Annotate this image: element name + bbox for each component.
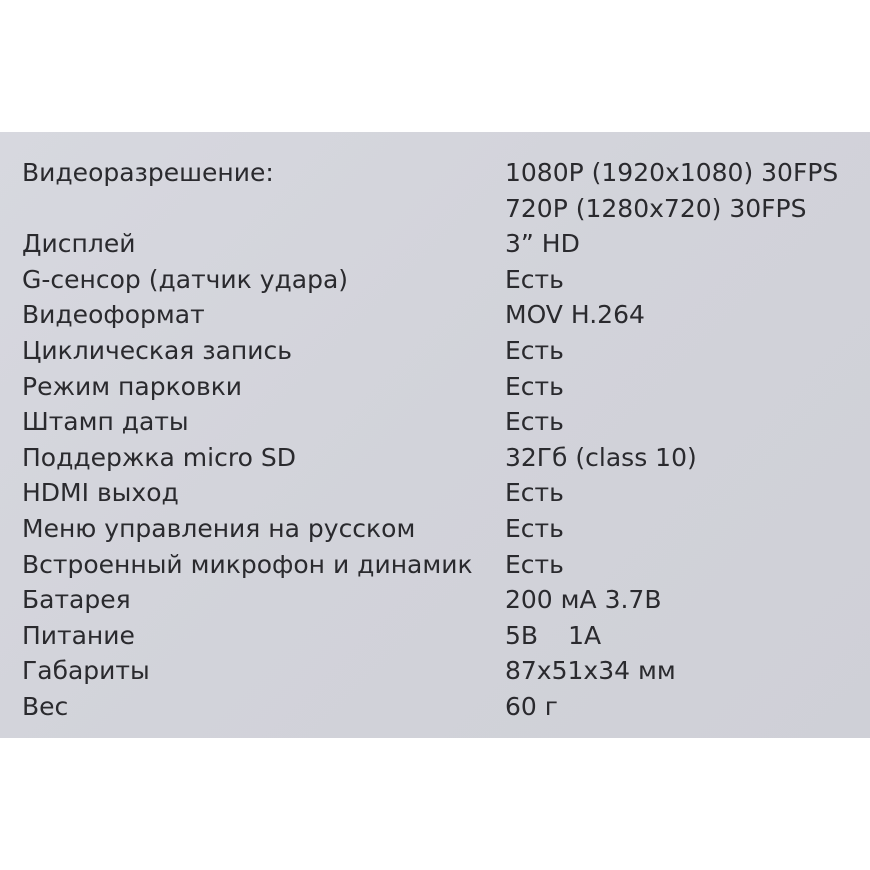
spec-label: Поддержка micro SD [22, 442, 296, 472]
spec-value: 3” HD [505, 229, 580, 259]
spec-row [22, 618, 862, 654]
spec-value: 32Гб (class 10) [505, 442, 697, 472]
spec-label: Батарея [22, 585, 131, 615]
spec-value: 1080P (1920x1080) 30FPS [505, 158, 839, 187]
spec-row [22, 511, 862, 547]
spec-row [22, 475, 862, 511]
spec-row [22, 333, 862, 369]
spec-label: G-сенсор (датчик удара) [22, 264, 349, 294]
spec-label: Дисплей [22, 229, 136, 259]
spec-value: Есть [505, 264, 564, 294]
spec-value: Есть [505, 478, 564, 508]
voltage-value: 5В [505, 620, 539, 650]
spec-row [22, 653, 862, 689]
spec-row [22, 547, 862, 583]
spec-label: Вес [22, 691, 69, 721]
spec-value [505, 618, 601, 654]
spec-row [22, 404, 862, 440]
spec-value: 60 г [505, 691, 558, 721]
spec-row [22, 297, 862, 333]
spec-label: Видеоразрешение: [22, 158, 274, 187]
spec-label: Питание [22, 620, 135, 650]
spec-label: Габариты [22, 656, 150, 686]
spec-row [22, 369, 862, 405]
spec-value: Есть [505, 371, 564, 401]
current-value: 1А [568, 620, 602, 650]
spec-value: Есть [505, 549, 564, 579]
spec-row [22, 689, 862, 725]
spec-row [22, 191, 862, 227]
spec-value: MOV H.264 [505, 300, 645, 330]
spec-label: Режим парковки [22, 371, 243, 401]
spec-value: 200 мА 3.7В [505, 585, 662, 615]
spec-label: Встроенный микрофон и динамик [22, 549, 473, 579]
spec-value: Есть [505, 335, 564, 365]
spec-row [22, 262, 862, 298]
spec-label: Видеоформат [22, 300, 205, 330]
spec-value: 87x51x34 мм [505, 656, 676, 686]
spec-value: Есть [505, 513, 564, 543]
spec-row [22, 155, 862, 191]
spec-label: Циклическая запись [22, 335, 292, 365]
spec-label: Штамп даты [22, 407, 189, 437]
spec-value: Есть [505, 407, 564, 437]
spec-label: HDMI выход [22, 478, 179, 508]
spec-value: 720P (1280x720) 30FPS [505, 193, 807, 223]
spec-row [22, 582, 862, 618]
spec-label: Меню управления на русском [22, 513, 416, 543]
spec-row [22, 440, 862, 476]
spec-list [22, 155, 862, 725]
spec-row [22, 226, 862, 262]
